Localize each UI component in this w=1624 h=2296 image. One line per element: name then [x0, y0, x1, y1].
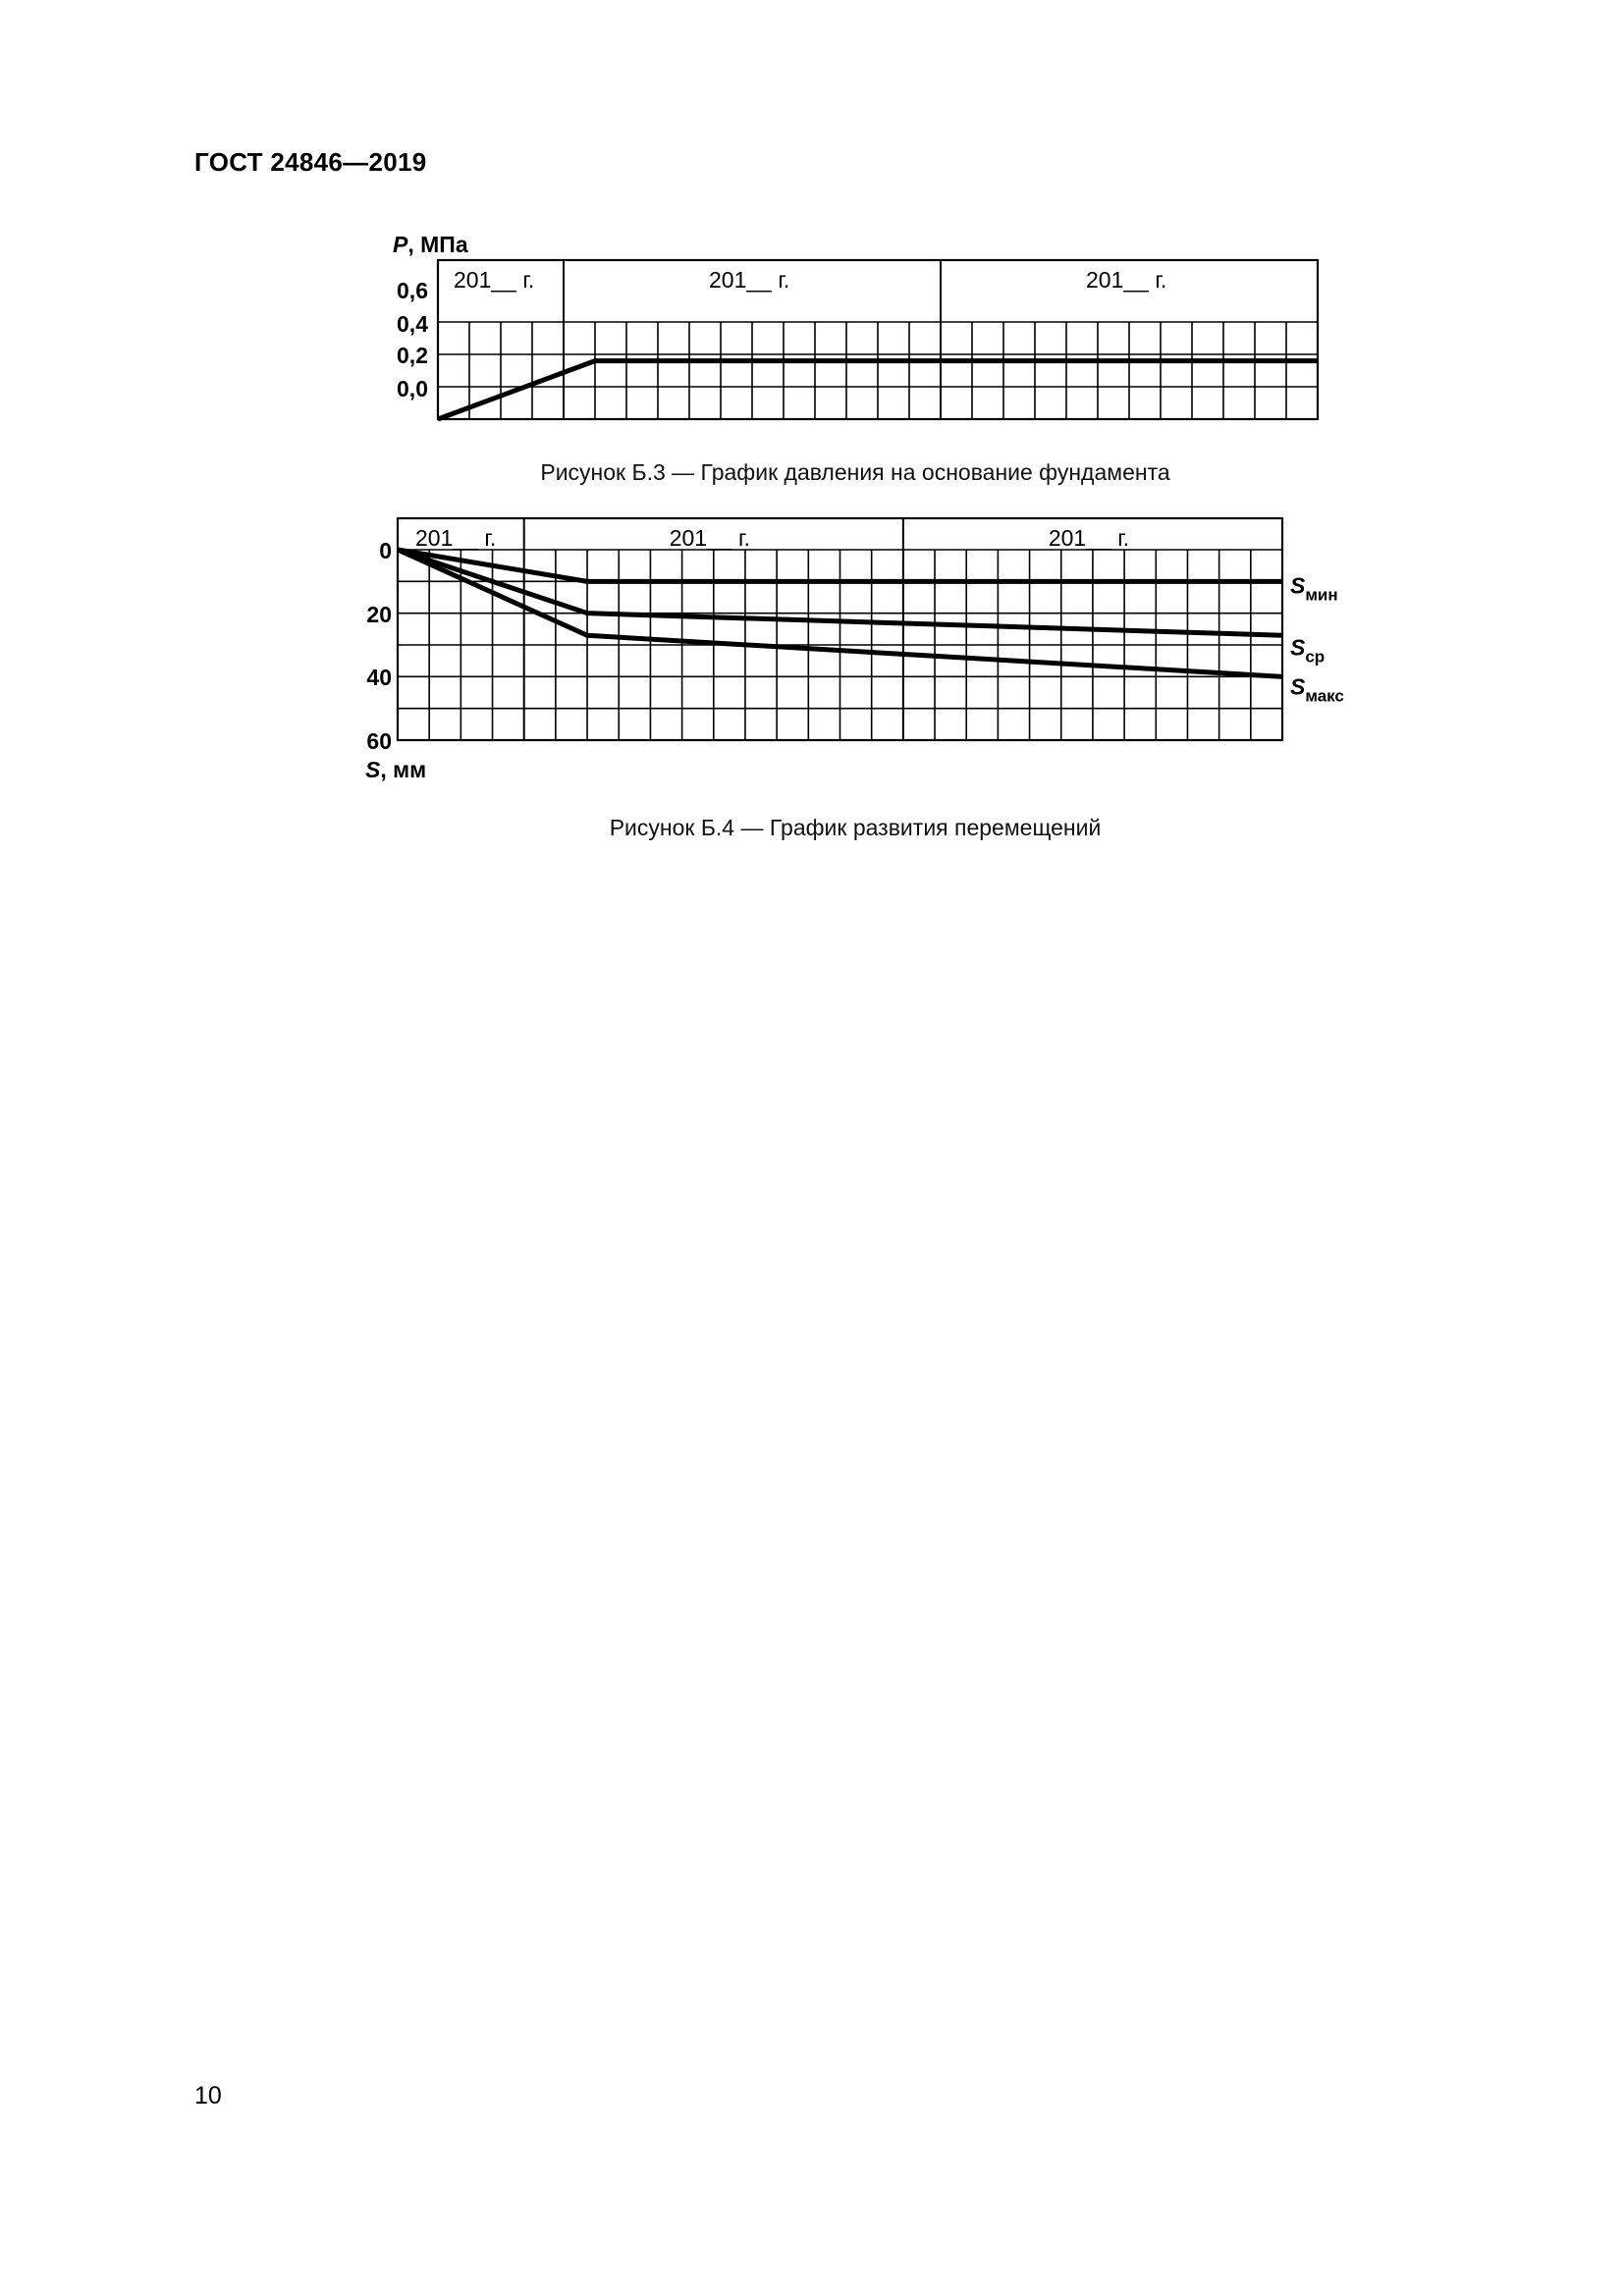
period-label: 201__ г. — [1086, 267, 1167, 293]
period-label: 201__ г. — [454, 267, 535, 293]
figure-b4-caption: Рисунок Б.4 — График развития перемещений — [609, 815, 1102, 840]
period-label: 201__ г. — [1048, 525, 1130, 551]
chart-1 — [393, 232, 1318, 419]
figure-b3-caption: Рисунок Б.3 — График давления на основание фундамента — [540, 459, 1170, 485]
series-label-макс: $S_{макс}$ — [1290, 673, 1344, 706]
y-axis-label: P, МПа — [393, 232, 468, 257]
chart-2 — [365, 518, 1344, 782]
y-tick-label: 0,2 — [397, 343, 428, 368]
y-tick-label: 0,4 — [397, 311, 428, 337]
series-label-ср: $S_{ср}$ — [1290, 634, 1326, 667]
series-label-мин: $S_{мин}$ — [1290, 572, 1338, 605]
y-tick-label: 0,0 — [397, 376, 428, 401]
y-axis-label: S, мм — [365, 757, 427, 782]
y-tick-label: 0 — [379, 538, 392, 563]
y-tick-label: 60 — [366, 728, 392, 754]
page-number: 10 — [194, 2082, 222, 2109]
y-tick-label: 20 — [366, 602, 392, 627]
y-tick-label: 0,6 — [397, 278, 428, 303]
y-tick-label: 40 — [366, 665, 392, 690]
period-label: 201__ г. — [709, 267, 790, 293]
document-header: ГОСТ 24846—2019 — [194, 147, 427, 177]
period-label: 201__ г. — [669, 525, 751, 551]
period-label: 201__ г. — [415, 525, 497, 551]
